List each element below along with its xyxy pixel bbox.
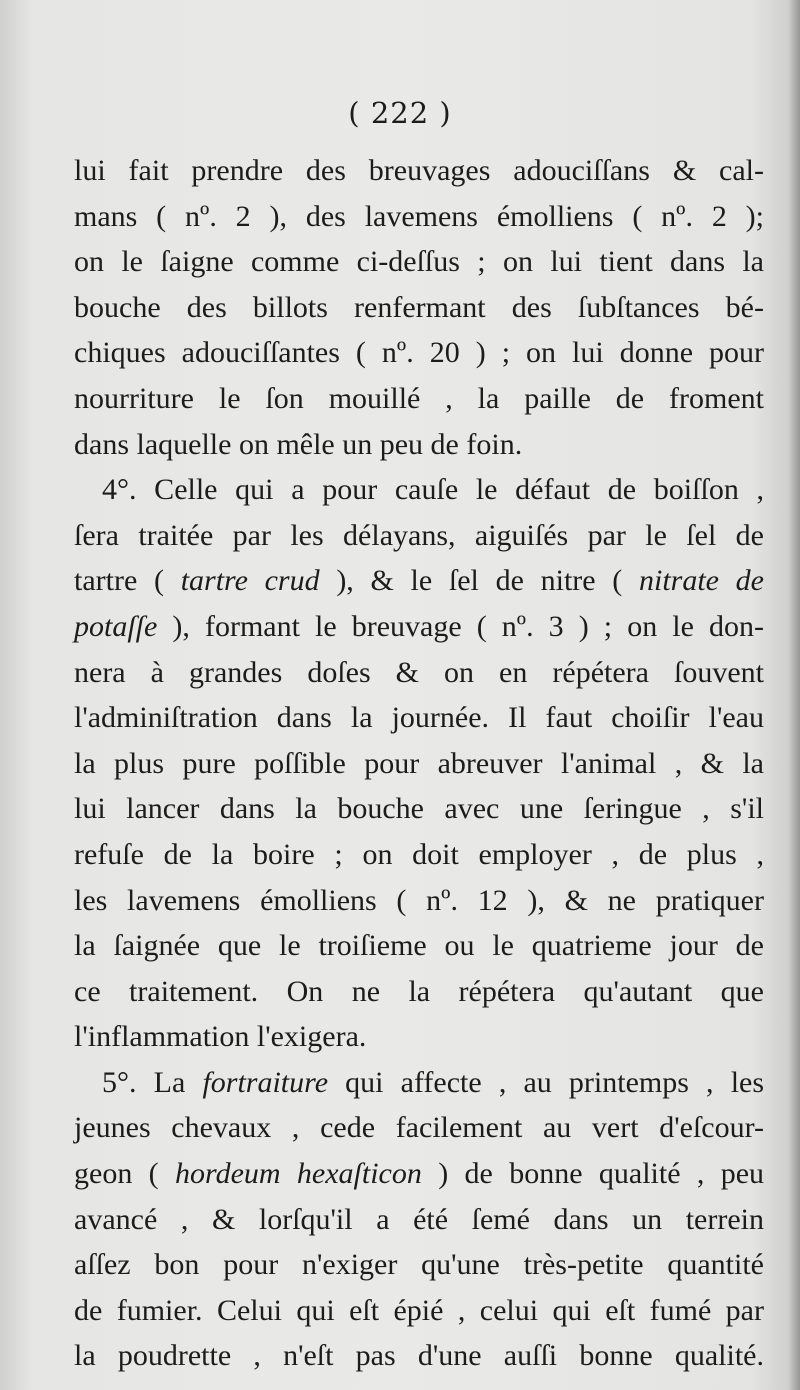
text-line: bouche des billots renfermant des ſubſtances bé- <box>74 290 764 324</box>
text-line: la plus pure poſſible pour abreuver l'animal , & la <box>74 746 764 780</box>
body-text <box>74 148 764 1379</box>
text-segment: 5°. La <box>102 1065 186 1099</box>
text-line <box>74 558 764 604</box>
italic-term: tartre crud <box>180 564 320 598</box>
text-line <box>74 604 764 650</box>
text-segment: ), & le ſel de nitre ( <box>336 564 623 598</box>
text-line: on le ſaigne comme ci-deſſus ; on lui tient dans la <box>74 245 764 279</box>
text-line: ce traitement. On ne la répétera qu'autant que <box>74 974 764 1008</box>
text-line: l'adminiſtration dans la journée. Il faut choiſir l'eau <box>74 701 764 735</box>
text-segment: ) de bonne qualité , peu <box>438 1157 765 1191</box>
text-segment: qui affecte , au printemps , les <box>345 1065 765 1099</box>
text-line: aſſez bon pour n'exiger qu'une très-petite quantité <box>74 1248 764 1282</box>
text-line <box>74 1060 764 1106</box>
text-line: lui lancer dans la bouche avec une ſeringue , s'il <box>74 792 764 826</box>
text-segment: tartre ( <box>74 564 164 598</box>
text-segment: geon ( <box>74 1157 159 1191</box>
italic-term: potaſſe <box>74 609 158 643</box>
page-number: ( 222 ) <box>348 96 452 130</box>
italic-term: nitrate de <box>638 564 764 598</box>
italic-term: hordeum hexaſticon <box>175 1157 422 1191</box>
text-line: l'inflammation l'exigera. <box>74 1020 367 1054</box>
text-line: ſera traitée par les délayans, aiguiſés par le ſel de <box>74 518 764 552</box>
text-line: dans laquelle on mêle un peu de foin. <box>74 427 523 461</box>
italic-term: fortraiture <box>202 1065 329 1099</box>
text-line <box>74 1151 764 1197</box>
text-line: lui fait prendre des breuvages adouciſſans & cal- <box>74 154 764 187</box>
text-line: nera à grandes doſes & on en répétera ſouvent <box>74 655 764 689</box>
text-line: la ſaignée que le troiſieme ou le quatrieme jour de <box>74 929 764 963</box>
text-line: chiques adouciſſantes ( nº. 20 ) ; on lui donne pour <box>74 336 764 370</box>
text-segment: ), formant le breuvage ( nº. 3 ) ; on le don- <box>172 609 764 643</box>
text-line: les lavemens émolliens ( nº. 12 ), & ne pratiquer <box>74 883 764 917</box>
page-edge-shadow <box>788 0 800 1390</box>
text-line: avancé , & lorſqu'il a été ſemé dans un terrein <box>74 1202 764 1236</box>
text-line: nourriture le ſon mouillé , la paille de froment <box>74 381 764 415</box>
text-line: 4°. Celle qui a pour cauſe le défaut de boiſſon , <box>102 473 764 507</box>
text-line: de fumier. Celui qui eſt épié , celui qui eſt fumé par <box>74 1293 764 1327</box>
text-line: jeunes chevaux , cede facilement au vert d'eſcour- <box>74 1111 764 1145</box>
text-line: refuſe de la boire ; on doit employer , de plus , <box>74 837 764 871</box>
text-line: mans ( nº. 2 ), des lavemens émolliens ( nº. 2 ); <box>74 199 764 233</box>
text-line: la poudrette , n'eſt pas d'une auſſi bonne qualité. <box>74 1339 764 1373</box>
